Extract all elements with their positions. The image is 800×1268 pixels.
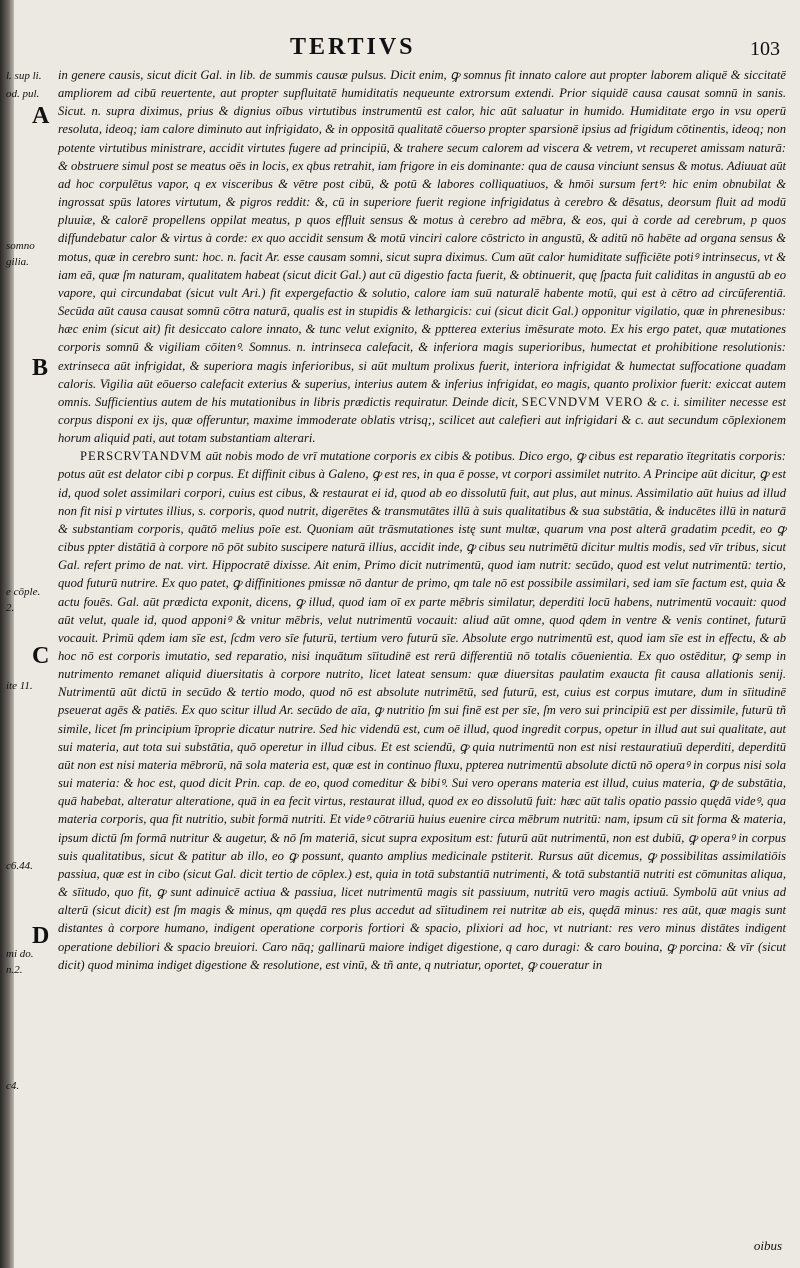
paragraph-1 (58, 66, 786, 447)
margin-note: somno (6, 240, 35, 252)
margin-note: gilia. (6, 256, 29, 268)
section-letter-d: D (32, 923, 50, 949)
paragraph-2 (58, 447, 786, 974)
section-letter-b: B (32, 355, 49, 381)
margin-note: ite 11. (6, 680, 33, 692)
margin-note: od. pul. (6, 88, 40, 100)
margin-note: l. sup li. (6, 70, 42, 82)
section-letter-a: A (32, 103, 50, 129)
left-margin-notes (2, 70, 52, 1240)
catchword: oibus (753, 1238, 782, 1253)
margin-note: n.2. (6, 964, 23, 976)
section-letter-c: C (32, 643, 50, 669)
paragraph-text: in genere causis, sicut dicit Gal. in lib. de summis causæ pulsus. Dicit enim, ꝙ somnus fit innato calore aut propter laborem aliquē & siccitatē ampliorem ad cibū reuertente, aut propter supfluitatē humiditatis nequeunte extrorsum extendi. Prior siquidē causa causat somnū in sanis. Sicut. n. supra diximus, prius & dignius oībus virtutibus instrumentū est calor, hic aūt saluatur in humido. Humiditate ergo in vsu operū resoluta, ideoq; iam calore diminuto aut infrigidato, & in oppositā qualitatē cōuerso propter sparsionē ipsius ad frigidum cōtinentis, ideoq; non potente virtutibus ministrare, accidit virtutes fugere ad principiū, & trahere secum calorem ad viscera & vetrem, vt recuperet amissam naturā: & obstruere simul post se meatus oēs in locis, ex qbus retrahit, iam frigore in eis dominante: qua de causa vinciunt sensus & motus. Adiuuat aūt ad hoc corpulētus vapor, q ex visceribus & vētre post cibū, & potū & labores colliquatiuos, & hmōi sursum fertꝰ: hic enim obnubilat & ingrossat spūs latores virtutum, & pigros reddit: &, cū in superiore fuerit regione infrigidatus à cerebro & dēsatus, deorsum fluit ad modū pluuiæ, & calorē propellens oppilat meatus, p quos effluit sensus & motus à cerebro ad mēbra, & eos, qui à corde ad cerebrum, p quos diffundebatur calor & virtus à corde: ex quo accidit sensum & motū vinciri calore cōstricto in angustū, & aditū nō habēte ad organa sensus & motus, quæ in cerebro sunt: hoc. n. facit Ar. esse causam somni, sicut supra diximus. Cum aūt calor humiditate sufficiēte potiꝰ intrinsecus, vt & iam eā, quæ ſm naturam, qualitatem habeat (sicut dicit Gal.) aut cū digestio facta fuerit, & obtinuerit, quę ſpacta fuit caliditas in angustū ab eo vapore, qui circundabat (sicut vult Ari.) fit expergefactio & solutio, calore iam suū naturalē habente motū, qui est à cētro ad circūferentiā. Secūda aūt causa causat somnū cōtra naturā, qualis est in stupidis & lethargicis: cui (sicut dicit Gal.) opponitur vigilatio, quæ in phrenesibus: hæc enim (sicut ait) fit desiccato calore innato, & tunc velut exignito, & pptterea exterius imēsurate moto. Ex his ergo patet, quæ mutationes corporis somnū & vigiliam cōitenꝰ. Somnus. n. intrinseca calefacit, & inferiora magis superioribus, humectat et prohibitione resolutionis: extrinseca aūt infrigidat, & superiora magis inferioribus, si aūt multum prolixus fuerit, interiora infrigidat & humectat suffocatione quadam caloris. Vigilia aūt eōuerso calefacit exterius & superius, interius autem & inferius infrigidat, eo magis, quanto prolixior fuerit: exiccat autem omnis. Sufficientius autem de his mutationibus in libris prædictis requiratur. Deinde dicit, (58, 68, 786, 409)
margin-note: 2. (6, 602, 15, 614)
margin-note: c6.44. (6, 860, 33, 872)
paragraph-text: & c. i. similiter necesse est corpus disponi ex ijs, quæ offeruntur, maxime immoderate oblatis vtrisq;, scilicet aut calefieri aut infrigidari & c. aut secundum cōplexionem horum aliquid pati, aut totam substantiam alterari. (58, 394, 787, 446)
page-header (60, 34, 790, 64)
margin-note: mi do. (6, 948, 34, 960)
main-text-column (58, 66, 786, 1256)
lemma: SECVNDVM VERO (521, 394, 644, 409)
running-title: TERTIVS (290, 34, 416, 60)
margin-note: e cōple. (6, 586, 41, 598)
paragraph-text: aūt nobis modo de vrī mutatione corporis ex cibis & potibus. Dico ergo, ꝙ cibus est reparatio ītegritatis corporis: potus aūt est delator cibi p corpus. Et diffinit cibus à Galeno, ꝙ est res, in qua ē posse, vt corpori assimilet nutrito. A Principe aūt dicitur, ꝙ est id, quod solet assimilari corpori, cuius est cibus, & restaurat ei id, quod ab eo dissolutū fuit, aut plus, aut minus. Assimilatio aūt huius ad illud non fit nisi p virtutes illius, s. corporis, quod nutrit, digerētes & transmutātes illū à suis qualitatibus & sua substātia, & inducētes illū in naturā & substantiam corporis, quātō melius poīe est. Quoniam aūt trāsmutationes istę sunt multæ, quarum vna post alterā gradatim pcedit, eo ꝙ cibus ppter distātiā à corpore nō pōt subito suscipere naturā illius, accidit inde, ꝙ cibus seu nutrimētū dicitur multis modis, sed vīr tribus, sicut Gal. refert primo de nat. virt. Hippocratē dixisse. Ait enim, Primo dicit nutrimentū, quod iam nutrit: secūdo, quod est velut nutrimentū: tertio, quod futurū nutrire. Ex quo patet, ꝙ diffinitiones pmissæ nō dantur de primo, qm tale nō est possibile assimilari, sed iam sīe factum est, quia & actu fouēs. Gal. aūt prædicta exponit, dicens, ꝙ illud, quod iam oī ex parte mēbris similatur, deperditi locū habens, nutrimentū vocauit: quod aūt velut, quale id, quod apponiꝰ & vnitur mēbris, velut nutrimentū vocauit: aliud aūt omne, quod qdem in ventre & venis continet, futurū vocauit. Primū qdem iam sīe est, ſcdm vero sīe futurū, tertium vero futurū sīe. Absolute ergo nutrimentū est, quod iam sīe est in effectu, & ab hoc nō est corporis imutatio, sed reparatio, nisi inquātum sīitudinē est rerū differentiū nō totalis cōuenientia. Ex quo ostēditur, ꝙ semp in nutrimento remanet aliquid diuersitatis à corpore nutrito, licet lateat sensum: quæ diuersitas paulatim exaucta fit causa allationis senij. Nutrimentū aūt dictū in secūdo & tertio modo, quod nō est absolute nutrimētū, sed futurū, est, cuius est corpus imutare, dum in sīitudinē pseuerat agēs & patiēs. Ex quo scitur illud Ar. secūdo de aīa, ꝙ nutritio ſm sui finē est per sīe, ſm vero sui principiū est per dissimile, futurū tñ simile, licet ſm principium īproprie dicatur nutrire. Sed hic videndū est, cum oē illud, quod ingredit corpus, opetur in illud aut sui qualitate, aut sui materia, aut tota sui substātia, quō operetur in illud cibus. Et est sciendū, ꝙ quia nutrimentū non est nisi restauratiuū deperditi, deperditū aūt non est nisi materia mēbrorū, nā sola materia est, quæ est in continuo fluxu, ppterea nutrimentū absolute dictū nō operaꝰ in corpus nisi sola sui materia: & hoc est, quod dicit Prin. cap. de eo, quod comeditur & bibiꝰ. Sui vero operans materia est illud, cuius materia, ꝙ de substātia, quā habebat, alteratur alteratione, quā in ea fecit virtus, restaurat illud, quod ex eo dissolutū fuit: hæc aūt talis opatio passio quędā videꝰ, qua materia corporis, qua fit nutritio, subit formā nutriti. Et videꝰ cōtrariū huius euenire circa mēbrum nutritū: nam, ipsum cū sit forma & materia, ipsum dictū ſm formā nutritur & augetur, & nō ſm materiā, sicut supra expositum est: futurū aūt nutrimentū, non est dubiū, ꝙ operaꝰ in corpus suis qualitatibus, sicut & patitur ab illo, eo ꝙ possunt, quanto amplius medicinale pstiterit. Rursus aūt dicemus, ꝙ possibilitas assimilatiōis passiua, quæ est in cibo (sicut Gal. dicit tertio de cōplex.) est, quia in totā substantiā nutrimenti, & totā substantiā nutriti est cōmunitas aliqua, & sīitudo, quo fit, ꝙ sunt adinuicē actiua & passiua, licet nutrimentū magis sit passiuum, nutritū vero magis actiuū. Symbolū aūt vnius ad alterū (sicut dicit) est ſm magis & minus, qm quędā res plus accedut ad sīitudinem rei nutritæ ab eis, quędā minus: res aūt, quæ magis sunt distantes à corpore humano, indigent operatione corporis fortiori & spacio, plixiori ad hoc, vt nutriant: res vero minus distātes indigent operatione debiliori & spacio breuiori. Caro nāq; gallinarū maiore indiget digestione, q caro duragi: & caro bouina, ꝙ porcina: & vīr (sicut dicit) quod minima indiget digestione & resolutione, est vinū, & tñ ante, q nutriatur, oportet, ꝙ coueratur in (58, 449, 786, 972)
lemma: PERSCRVTANDVM (80, 449, 203, 464)
page-number: 103 (750, 38, 780, 60)
margin-note: c4. (6, 1080, 20, 1092)
